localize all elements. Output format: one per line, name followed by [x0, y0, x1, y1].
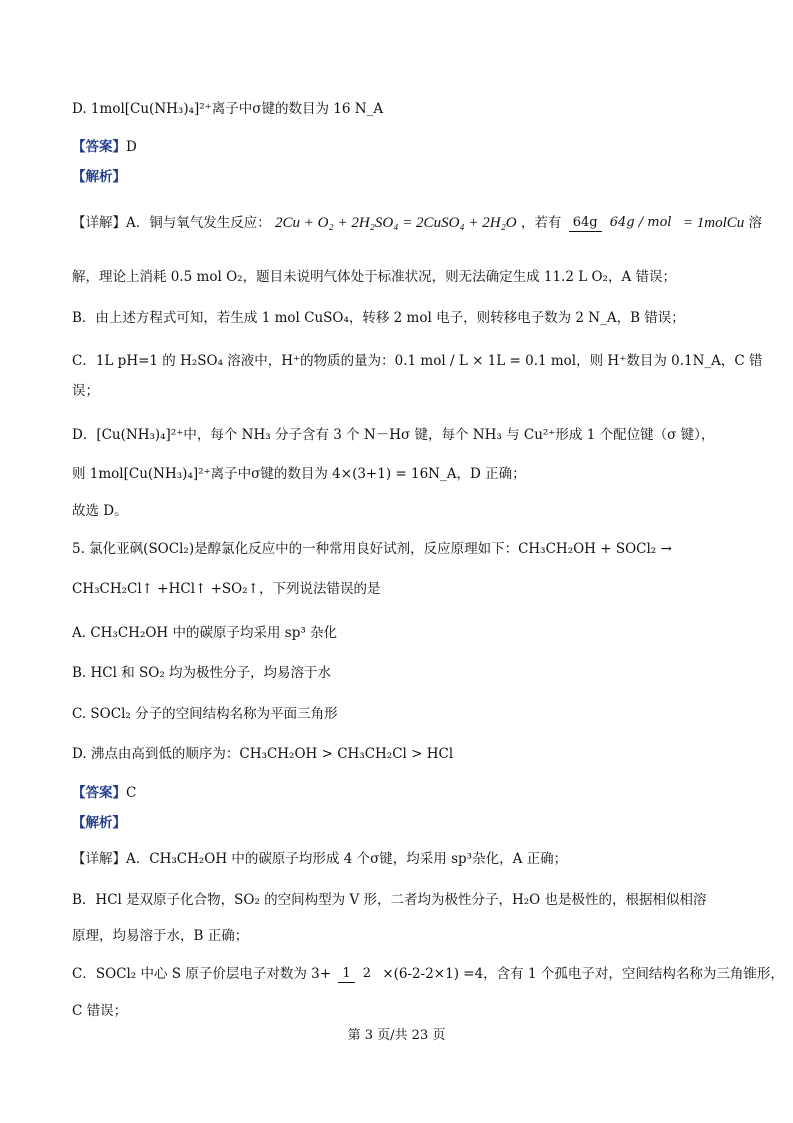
option-d-line: [72, 98, 733, 119]
answer-line: [72, 136, 733, 157]
question-5-line-2: [72, 578, 733, 599]
answer-tag: 【答案】: [72, 138, 126, 155]
fraction-denominator: 2: [362, 966, 372, 981]
text-line: C 错误；: [72, 1002, 128, 1019]
detail-d-line: [72, 424, 733, 445]
q5-answer-line: [72, 782, 733, 803]
q5-option-d: [72, 743, 733, 764]
text-segment: C．SOCl₂ 中心 S 原子价层电子对数为 3+: [72, 965, 332, 982]
text-segment: ×(6-2-2×1) =4，含有 1 个孤电子对，空间结构名称为三角锥形，: [382, 965, 784, 982]
text-line: 误；: [72, 382, 99, 399]
half-fraction: [338, 965, 375, 983]
question-5-line: [72, 538, 733, 559]
text-line: A. CH₃CH₂OH 中的碳原子均采用 sp³ 杂化: [72, 624, 338, 641]
detail-d-line-2: [72, 463, 733, 484]
detail-c-line-2: [72, 380, 733, 401]
q5-option-a: [72, 622, 733, 643]
text-line: D．[Cu(NH₃)₄]²⁺中，每个 NH₃ 分子含有 3 个 N－Hσ 键，每个 NH₃ 与 Cu²⁺形成 1 个配位键（σ 键），: [72, 426, 715, 443]
q5-detail-b-2: [72, 925, 733, 946]
text-line: 原理，均易溶于水，B 正确；: [72, 927, 249, 944]
detail-a-line: [72, 212, 763, 233]
text-line: B．由上述方程式可知，若生成 1 mol CuSO₄，转移 2 mol 电子，则转移电子数为 2 N_A，B 错误；: [72, 309, 685, 326]
fraction-numerator: 1: [338, 965, 354, 983]
answer-value: C: [126, 784, 137, 801]
reaction-equation: 2Cu + O₂ + 2H₂SO₄ = 2CuSO₄ + 2H₂O: [275, 214, 517, 231]
text-segment: ，若有: [520, 214, 562, 231]
analysis-tag: 【解析】: [72, 814, 126, 831]
text-segment: 【详解】A．铜与氧气发生反应：: [72, 214, 271, 231]
text-line: B．HCl 是双原子化合物，SO₂ 的空间构型为 V 形，二者均为极性分子，H₂O 也是极性的，根据相似相溶: [72, 891, 707, 908]
analysis-tag-line: [72, 166, 733, 187]
text-line: D. 1mol[Cu(NH₃)₄]²⁺离子中σ键的数目为 16 N_A: [72, 100, 384, 117]
choose-line: [72, 500, 733, 521]
text-line: 则 1mol[Cu(NH₃)₄]²⁺离子中σ键的数目为 4×(3+1) = 16N_A，D 正确；: [72, 465, 526, 482]
detail-c-line: [72, 350, 763, 371]
q5-detail-c-2: [72, 1000, 733, 1021]
text-line: C．1L pH=1 的 H₂SO₄ 溶液中，H⁺的物质的量为：0.1 mol / L × 1L = 0.1 mol，则 H⁺数目为 0.1N_A，C 错: [72, 352, 763, 369]
q5-analysis-tag-line: [72, 812, 733, 833]
answer-value: D: [126, 138, 137, 155]
detail-a-line-2: [72, 266, 733, 287]
text-line: 5. 氯化亚砜(SOCl₂)是醇氯化反应中的一种常用良好试剂，反应原理如下：CH₃CH₂OH + SOCl₂ →: [72, 540, 672, 557]
fraction-denominator: 64g / mol: [609, 215, 672, 230]
text-segment: = 1molCu: [682, 214, 745, 231]
text-line: CH₃CH₂Cl↑ +HCl↑ +SO₂↑，下列说法错误的是: [72, 580, 381, 597]
answer-tag: 【答案】: [72, 784, 126, 801]
molar-fraction: [569, 214, 676, 232]
text-line: B. HCl 和 SO₂ 均为极性分子，均易溶于水: [72, 664, 332, 681]
q5-detail-c: [72, 963, 784, 984]
detail-b-line: [72, 307, 733, 328]
text-line: 【详解】A．CH₃CH₂OH 中的碳原子均形成 4 个σ键，均采用 sp³杂化，A 正确；: [72, 850, 568, 867]
text-line: 解，理论上消耗 0.5 mol O₂，题目未说明气体处于标准状况，则无法确定生成 11.2 L O₂，A 错误；: [72, 268, 676, 285]
text-segment: 溶: [748, 214, 763, 231]
page-footer: 第 3 页/共 23 页: [347, 1028, 446, 1043]
analysis-tag: 【解析】: [72, 168, 126, 185]
text-line: D. 沸点由高到低的顺序为：CH₃CH₂OH > CH₃CH₂Cl > HCl: [72, 745, 454, 762]
q5-option-c: [72, 703, 733, 724]
text-line: 故选 D。: [72, 502, 128, 519]
q5-option-b: [72, 662, 733, 683]
fraction-numerator: 64g: [569, 214, 602, 232]
q5-detail-a: [72, 848, 733, 869]
text-line: C. SOCl₂ 分子的空间结构名称为平面三角形: [72, 705, 338, 722]
q5-detail-b: [72, 889, 733, 910]
